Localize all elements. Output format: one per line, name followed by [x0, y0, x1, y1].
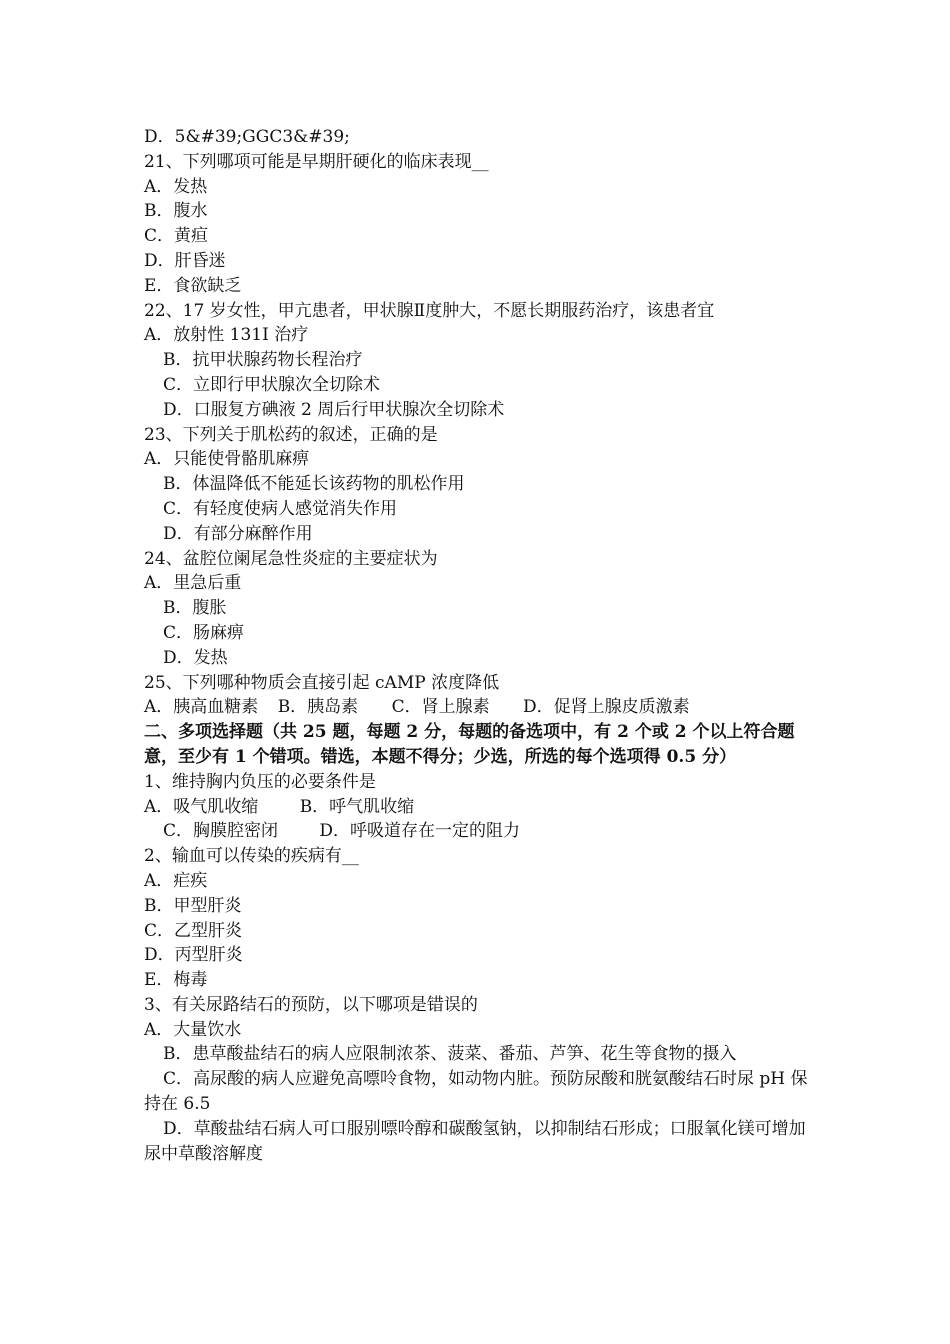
option-line: D．草酸盐结石病人可口服别嘌呤醇和碳酸氢钠，以抑制结石形成；口服氧化镁可增加尿中草酸溶解度	[144, 1118, 806, 1164]
option-line: B．患草酸盐结石的病人应限制浓茶、菠菜、番茄、芦笋、花生等食物的摄入	[163, 1044, 737, 1065]
option-line: A．里急后重	[144, 573, 242, 594]
option-line: A．放射性 131I 治疗	[144, 325, 309, 346]
s2-question-1: 1、维持胸内负压的必要条件是	[144, 771, 376, 792]
option-line: A．疟疾	[144, 870, 208, 891]
option-line: E．食欲缺乏	[144, 275, 242, 296]
q25-option-a: A．胰高血糖素	[144, 697, 259, 718]
s2q1-option-a: A．吸气肌收缩	[144, 796, 259, 817]
option-line: D．口服复方碘液 2 周后行甲状腺次全切除术	[163, 399, 505, 420]
section-2-heading: 二、多项选择题（共 25 题，每题 2 分，每题的备选项中，有 2 个或 2 个以上符合题意，至少有 1 个错项。错选，本题不得分；少选，所选的每个选项得 0.5 分）	[144, 722, 795, 767]
option-line: D．有部分麻醉作用	[163, 523, 313, 544]
question-25: 25、下列哪种物质会直接引起 cAMP 浓度降低	[144, 672, 500, 693]
question-24: 24、盆腔位阑尾急性炎症的主要症状为	[144, 548, 438, 569]
s2-question-3: 3、有关尿路结石的预防，以下哪项是错误的	[144, 994, 478, 1015]
s2q1-option-c: C．胸膜腔密闭	[163, 821, 279, 842]
option-line: C．黄疸	[144, 226, 209, 247]
option-line: C．乙型肝炎	[144, 920, 243, 941]
s2q1-options-row-1	[144, 795, 810, 820]
s2q1-option-b: B．呼气肌收缩	[299, 796, 415, 817]
option-line: B．体温降低不能延长该药物的肌松作用	[163, 474, 465, 495]
option-line: C．立即行甲状腺次全切除术	[163, 374, 381, 395]
option-line: B．腹水	[144, 201, 208, 222]
question-22: 22、17 岁女性，甲亢患者，甲状腺Ⅱ度肿大，不愿长期服药治疗，该患者宜	[144, 300, 715, 321]
option-line: A．大量饮水	[144, 1019, 242, 1040]
option-line: D．肝昏迷	[144, 250, 226, 271]
option-line: A．发热	[144, 176, 208, 197]
option-line: A．只能使骨骼肌麻痹	[144, 449, 310, 470]
question-23: 23、下列关于肌松药的叙述，正确的是	[144, 424, 438, 445]
option-line: B．抗甲状腺药物长程治疗	[163, 350, 363, 371]
option-line: E．梅毒	[144, 970, 208, 991]
q25-option-c: C．肾上腺素	[391, 697, 490, 718]
q25-option-d: D．促肾上腺皮质激素	[523, 697, 690, 718]
s2q1-option-d: D．呼吸道存在一定的阻力	[319, 821, 521, 842]
s2-question-2: 2、输血可以传染的疾病有__	[144, 846, 359, 867]
option-line: C．肠麻痹	[163, 622, 245, 643]
q25-option-b: B．胰岛素	[277, 697, 359, 718]
option-line: D．发热	[163, 647, 228, 668]
option-line: D．5&#39;GGC3&#39;	[144, 127, 350, 147]
option-line: C．有轻度使病人感觉消失作用	[163, 498, 398, 519]
option-line: D．丙型肝炎	[144, 945, 243, 966]
q25-options-row	[144, 695, 810, 720]
option-line: B．腹胀	[163, 598, 227, 619]
s2q1-options-row-2	[144, 819, 810, 844]
question-21: 21、下列哪项可能是早期肝硬化的临床表现__	[144, 151, 489, 172]
option-line: B．甲型肝炎	[144, 895, 242, 916]
option-line: C．高尿酸的病人应避免高嘌呤食物，如动物内脏。预防尿酸和胱氨酸结石时尿 pH 保持在 6.5	[144, 1069, 808, 1115]
